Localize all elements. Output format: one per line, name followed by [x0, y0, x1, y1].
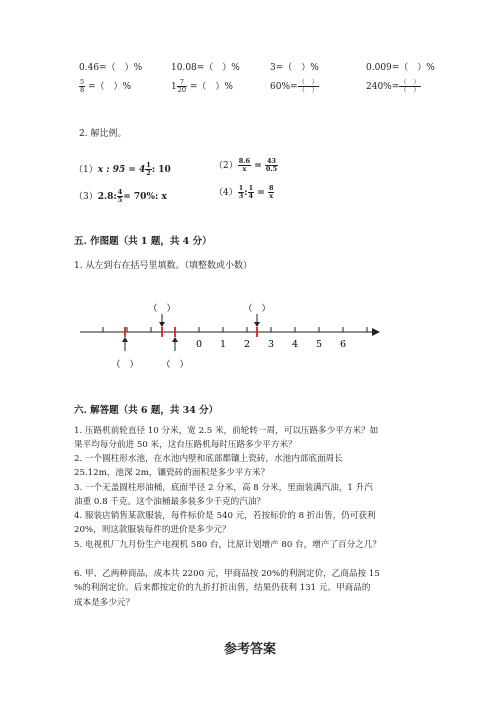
conversion-item: 3=（ ）% — [270, 63, 319, 73]
down-arrow-icon — [254, 322, 260, 327]
tick-label: 4 — [291, 339, 299, 350]
up-arrow-icon — [172, 337, 178, 342]
proportion-4: （4） $\frac{1}{3}$ : $\frac{1}{4}$ = $\frac{8}{x}$ — [214, 184, 274, 200]
conversion-item: 0.009=（ ）% — [366, 63, 435, 73]
arrow-icon — [372, 328, 380, 336]
number-line — [0, 290, 500, 380]
answer-blank: （ ） — [111, 360, 139, 370]
question-line: 2. 一个圆柱形水池，在水池内壁和底部都镶上瓷砖，水池内部底面周长 — [74, 454, 343, 464]
question-line: 5. 电视机厂九月份生产电视机 580 台，比原计划增产 80 台，增产了百分之几？ — [74, 540, 382, 550]
question-line: 果平均每分前进 50 米，这台压路机每时压路多少平方米？ — [74, 440, 297, 451]
tick-label: 6 — [339, 339, 347, 350]
proportion-2: （2） $\frac{8.6}{x}$ = $\frac{43}{0.5}$ — [214, 157, 278, 173]
question-line: 油重 0.8 千克。这个油桶最多装多少千克的汽油？ — [74, 497, 266, 508]
question-5 — [74, 538, 434, 552]
question-line: 1. 压路机前轮直径 10 分米，宽 2.5 米，前轮转一周，可以压路多少平方米？如 — [74, 426, 379, 436]
answer-title: 参考答案 — [223, 642, 276, 657]
question-line: %的利润定价。后来都按定价的九折打折出售，结果仍获利 131 元。甲商品的 — [74, 583, 371, 594]
proportion-3: （3）2.8: $\frac{4}{5}$ = 70%: x — [74, 188, 167, 204]
question-text: 1. 从左到右在括号里填数。（填整数或小数） — [74, 261, 252, 271]
question-line: 4. 服装店销售某款服装，每件标价是 540 元，若按标价的 8 折出售，仍可获利 — [74, 511, 376, 521]
number-line-labels — [196, 339, 346, 350]
question-line: 25.12m，池深 2m，镶瓷砖的面积是多少平方米？ — [74, 468, 270, 479]
question-6 — [74, 567, 434, 610]
question-1 — [74, 424, 434, 453]
answer-blank: （ ） — [243, 304, 271, 314]
tick-label: 0 — [195, 339, 203, 350]
conversion-item: 10.08=（ ）% — [171, 63, 240, 73]
tick-label: 5 — [315, 339, 323, 350]
conversion-item: 0.46=（ ）% — [79, 63, 143, 73]
question-3 — [74, 481, 434, 510]
down-arrow-icon — [159, 322, 165, 327]
conversion-item: 1 $\frac{7}{20}$ =（ ）% — [171, 78, 233, 94]
question-4 — [74, 509, 434, 538]
question-line: 成本是多少元？ — [74, 597, 135, 608]
section-heading: 五. 作图题（共 1 题，共 4 分） — [74, 236, 212, 247]
tick-label: 3 — [267, 339, 275, 350]
conversion-item: $\frac{5}{8}$ =（ ）% — [80, 78, 132, 94]
question-line: 3. 一个无盖圆柱形油桶，底面半径 2 分米，高 8 分米，里面装满汽油，1 升汽 — [74, 483, 373, 493]
question-line: 6. 甲、乙两种商品，成本共 2200 元，甲商品按 20%的利润定价，乙商品按 15 — [74, 569, 380, 579]
conversion-item: 240%= $\frac{( )}{( )}$ — [366, 78, 420, 94]
proportion-1: （1）x : 95 = 4 $\frac{1}{2}$ : 10 — [74, 161, 171, 177]
number-line-ticks — [103, 327, 367, 332]
section-heading: 六. 解答题（共 6 题，共 34 分） — [74, 405, 219, 416]
question-2 — [74, 452, 434, 481]
conversion-item: 60%= $\frac{( )}{( )}$ — [270, 78, 319, 94]
answer-blank: （ ） — [148, 304, 176, 314]
tick-label: 2 — [243, 339, 251, 350]
section-heading: 2. 解比例。 — [79, 129, 127, 139]
tick-label: 1 — [219, 339, 227, 350]
answer-blank: （ ） — [161, 360, 189, 370]
question-line: 20%，则这款服装每件的进价是多少元？ — [74, 525, 231, 536]
up-arrow-icon — [122, 337, 128, 342]
